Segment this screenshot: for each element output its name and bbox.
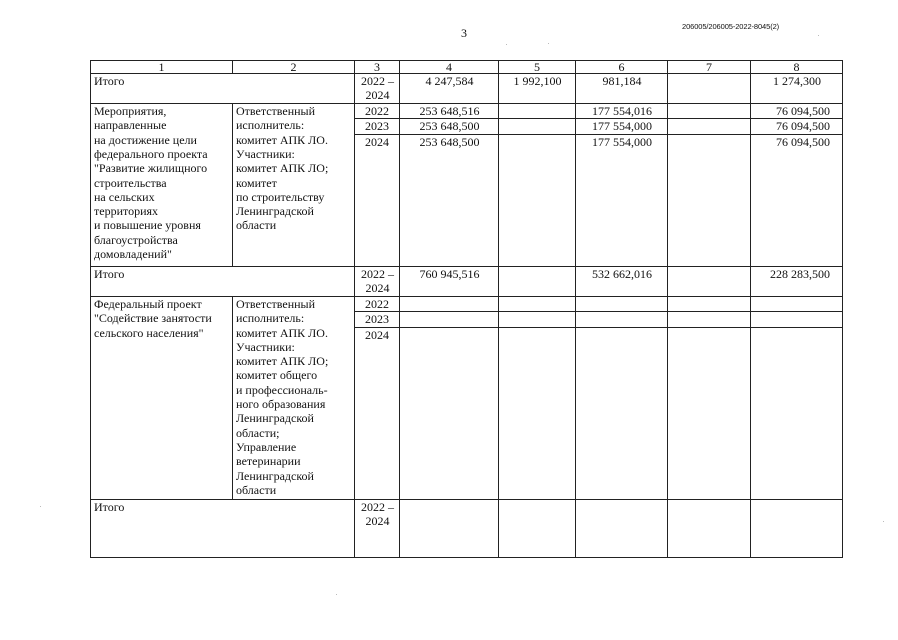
scan-speck — [548, 43, 549, 44]
amount-cell: 253 648,500 — [400, 119, 499, 134]
project-name: Федеральный проект "Содействие занятости сельского населения" — [91, 296, 233, 499]
column-header: 2 — [233, 61, 355, 74]
total-row — [91, 499, 843, 557]
amount-cell: 532 662,016 — [576, 266, 668, 296]
total-row — [91, 266, 843, 296]
year-cell: 2023 — [355, 119, 400, 134]
amount-cell — [668, 312, 751, 327]
scan-speck — [336, 594, 337, 595]
year-row — [91, 296, 843, 311]
column-header: 7 — [668, 61, 751, 74]
amount-cell — [499, 499, 576, 557]
year-row — [91, 104, 843, 119]
amount-cell — [499, 327, 576, 499]
amount-cell — [668, 104, 751, 119]
amount-cell — [668, 119, 751, 134]
column-header: 1 — [91, 61, 233, 74]
amount-cell — [668, 327, 751, 499]
year-cell: 2024 — [355, 327, 400, 499]
amount-cell — [751, 327, 843, 499]
executor-cell: Ответственный исполнитель: комитет АПК ЛО. Участники: комитет АПК ЛО; комитет по строительству Ленинградской области — [233, 104, 355, 267]
total-years: 2022 – 2024 — [355, 74, 400, 104]
executor-cell: Ответственный исполнитель: комитет АПК ЛО. Участники: комитет АПК ЛО; комитет общего и профессиональ- ного образования Ленинградской области; Управление ветеринарии Ленинградской области — [233, 296, 355, 499]
page-number: 3 — [461, 26, 467, 40]
amount-cell — [668, 74, 751, 104]
financing-table — [90, 60, 843, 558]
amount-cell: 1 992,100 — [499, 74, 576, 104]
amount-cell — [576, 296, 668, 311]
scan-speck — [40, 506, 41, 507]
amount-cell: 76 094,500 — [751, 134, 843, 266]
total-label: Итого — [91, 74, 355, 104]
amount-cell: 1 274,300 — [751, 74, 843, 104]
amount-cell — [499, 266, 576, 296]
amount-cell — [576, 499, 668, 557]
total-years: 2022 – 2024 — [355, 499, 400, 557]
activity-name: Мероприятия, направленные на достижение цели федерального проекта "Развитие жилищного строительства на сельских территориях и повышение уровня благоустройства домовладений" — [91, 104, 233, 267]
document-code: 206005/206005-2022-8045(2) — [682, 22, 780, 31]
column-header: 3 — [355, 61, 400, 74]
amount-cell — [400, 312, 499, 327]
year-cell: 2022 — [355, 104, 400, 119]
amount-cell — [576, 327, 668, 499]
amount-cell: 981,184 — [576, 74, 668, 104]
amount-cell: 4 247,584 — [400, 74, 499, 104]
amount-cell: 253 648,500 — [400, 134, 499, 266]
amount-cell — [499, 312, 576, 327]
total-label: Итого — [91, 499, 355, 557]
amount-cell — [400, 499, 499, 557]
year-cell: 2023 — [355, 312, 400, 327]
amount-cell: 253 648,516 — [400, 104, 499, 119]
scan-speck — [506, 44, 507, 45]
amount-cell — [668, 499, 751, 557]
amount-cell: 177 554,016 — [576, 104, 668, 119]
scan-speck — [883, 521, 884, 522]
amount-cell — [400, 296, 499, 311]
total-years: 2022 – 2024 — [355, 266, 400, 296]
amount-cell: 228 283,500 — [751, 266, 843, 296]
column-header: 4 — [400, 61, 499, 74]
amount-cell: 76 094,500 — [751, 104, 843, 119]
amount-cell — [668, 296, 751, 311]
column-header: 5 — [499, 61, 576, 74]
amount-cell: 177 554,000 — [576, 134, 668, 266]
amount-cell — [499, 119, 576, 134]
amount-cell: 76 094,500 — [751, 119, 843, 134]
amount-cell — [668, 266, 751, 296]
amount-cell — [751, 499, 843, 557]
column-number-row — [91, 61, 843, 74]
amount-cell — [668, 134, 751, 266]
amount-cell — [576, 312, 668, 327]
amount-cell: 760 945,516 — [400, 266, 499, 296]
amount-cell — [400, 327, 499, 499]
amount-cell: 177 554,000 — [576, 119, 668, 134]
column-header: 6 — [576, 61, 668, 74]
amount-cell — [751, 312, 843, 327]
total-label: Итого — [91, 266, 355, 296]
scan-speck — [818, 35, 819, 36]
year-cell: 2022 — [355, 296, 400, 311]
total-row — [91, 74, 843, 104]
amount-cell — [751, 296, 843, 311]
amount-cell — [499, 104, 576, 119]
year-cell: 2024 — [355, 134, 400, 266]
amount-cell — [499, 134, 576, 266]
amount-cell — [499, 296, 576, 311]
column-header: 8 — [751, 61, 843, 74]
